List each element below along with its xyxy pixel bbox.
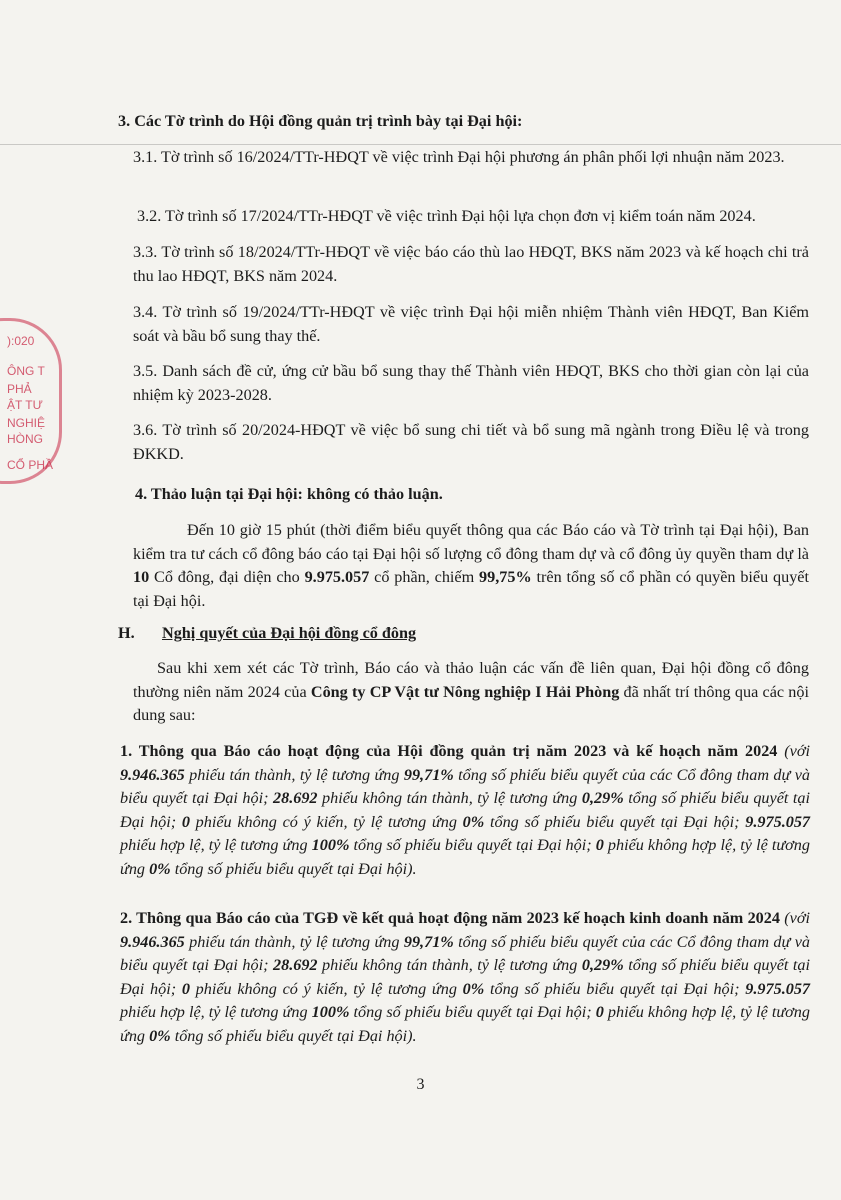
vote-text: phiếu không hợp lệ, tỷ lệ tương ứng — [120, 1003, 810, 1045]
vote-value: 0 — [181, 812, 190, 831]
vote-text: phiếu tán thành, tỷ lệ tương ứng — [184, 932, 404, 951]
share-count: 9.975.057 — [304, 568, 370, 586]
section-3-item-1: 3.1. Tờ trình số 16/2024/TTr-HĐQT về việc trình Đại hội phương án phân phối lợi nhuận năm 2023. — [133, 148, 785, 166]
company-name: Công ty CP Vật tư Nông nghiệp I Hải Phòng — [310, 682, 620, 701]
vote-value: 0 — [595, 1003, 604, 1021]
vote-text: tổng số phiếu biểu quyết của các Cổ đông tham dự và biểu quyết tại Đại hội; — [120, 932, 810, 974]
attendee-count: 10 — [133, 568, 150, 586]
vote-text: tổng số phiếu biểu quyết của các Cổ đông tham dự và biểu quyết tại Đại hội; — [120, 765, 810, 807]
attendance-paragraph — [133, 519, 809, 613]
vote-text: phiếu không có ý kiến, tỷ lệ tương ứng — [189, 812, 463, 831]
resolution-intro — [133, 657, 809, 728]
vote-value: 0% — [462, 979, 485, 998]
vote-value: 0% — [149, 1026, 171, 1045]
vote-text: tổng số phiếu biểu quyết tại Đại hội). — [170, 859, 417, 878]
vote-text: phiếu không hợp lệ, tỷ lệ tương ứng — [120, 836, 810, 878]
stamp-line: HÒNG — [7, 432, 43, 446]
vote-text: phiếu tán thành, tỷ lệ tương ứng — [184, 765, 404, 784]
vote-value: 0 — [595, 836, 604, 854]
vote-text: tổng số phiếu biểu quyết tại Đại hội; — [484, 979, 746, 998]
share-percent: 99,75% — [479, 568, 532, 586]
attendance-text: cổ phần, chiếm — [369, 568, 480, 586]
vote-text: tổng số phiếu biểu quyết tại Đại hội; — [120, 789, 810, 831]
vote-text: tổng số phiếu biểu quyết tại Đại hội; — [484, 812, 746, 831]
vote-value: 0% — [149, 859, 171, 878]
vote-text: tổng số phiếu biểu quyết tại Đại hội; — [349, 1003, 596, 1021]
vote-value: 0 — [181, 979, 190, 998]
vote-text: (với — [777, 742, 810, 760]
vote-text: tổng số phiếu biểu quyết tại Đại hội; — [120, 956, 810, 998]
company-seal-stamp — [0, 318, 62, 484]
vote-value: 9.946.365 — [120, 932, 185, 951]
stamp-line: PHẢ — [7, 382, 32, 396]
section-3-item-5: 3.5. Danh sách đề cử, ứng cử bầu bổ sung thay thế Thành viên HĐQT, BKS cho thời gian còn lại của nhiệm kỳ 2023-2028. — [133, 362, 809, 404]
resolution-2-title: 2. Thông qua Báo cáo của TGĐ về kết quả hoạt động năm 2023 kế hoạch kinh doanh năm 2024 — [120, 909, 780, 927]
intro-text: Sau khi xem xét các Tờ trình, Báo cáo và thảo luận các vấn đề liên quan, Đại hội đồng cổ đông thường niên năm 2024 của — [133, 659, 809, 701]
fold-line — [0, 144, 841, 145]
resolution-1 — [120, 740, 810, 881]
section-h-title: Nghị quyết của Đại hội đồng cổ đông — [162, 624, 417, 642]
vote-value: 99,71% — [403, 765, 454, 784]
vote-text: tổng số phiếu biểu quyết tại Đại hội; — [349, 836, 596, 854]
vote-value: 9.946.365 — [120, 765, 185, 784]
stamp-line: ẬT TƯ — [7, 398, 43, 412]
vote-value: 99,71% — [403, 932, 454, 951]
vote-text: phiếu hợp lệ, tỷ lệ tương ứng — [120, 1003, 312, 1021]
vote-value: 0% — [462, 812, 485, 831]
vote-value: 9.975.057 — [745, 979, 811, 998]
intro-text: đã nhất trí thông qua các nội dung sau: — [133, 682, 809, 724]
section-h-letter: H. — [118, 624, 135, 642]
section-3-item-3: 3.3. Tờ trình số 18/2024/TTr-HĐQT về việc báo cáo thù lao HĐQT, BKS năm 2023 và kế hoạch chi trả thu lao HĐQT, BKS năm 2024. — [133, 243, 809, 285]
vote-text: (với — [779, 909, 810, 927]
vote-value: 28.692 — [273, 956, 318, 974]
attendance-text: Đến 10 giờ 15 phút (thời điểm biểu quyết thông qua các Báo cáo và Tờ trình tại Đại hội), Ban kiểm tra tư cách cổ đông báo cáo tại Đại hội số lượng cổ đông tham dự và cổ đông ủy quyền tham dự là — [133, 521, 809, 563]
attendance-text: Cổ đông, đại diện cho — [149, 568, 305, 586]
vote-text: phiếu không có ý kiến, tỷ lệ tương ứng — [189, 979, 463, 998]
page-number: 3 — [416, 1076, 425, 1093]
section-3-title: 3. Các Tờ trình do Hội đồng quản trị trình bày tại Đại hội: — [118, 112, 523, 130]
section-3-item-4: 3.4. Tờ trình số 19/2024/TTr-HĐQT về việc trình Đại hội miễn nhiệm Thành viên HĐQT, Ban Kiểm soát và bầu bổ sung thay thế. — [133, 303, 809, 345]
vote-value: 100% — [311, 836, 350, 854]
vote-value: 0,29% — [581, 789, 624, 807]
stamp-line: CỔ PHẦ — [7, 458, 54, 472]
vote-text: phiếu không tán thành, tỷ lệ tương ứng — [317, 789, 582, 807]
stamp-line: NGHIỆ — [7, 416, 46, 430]
vote-value: 0,29% — [581, 956, 624, 974]
section-3-item-6: 3.6. Tờ trình số 20/2024-HĐQT về việc bổ sung chi tiết và bổ sung mã ngành trong Điều lệ và trong ĐKKD. — [133, 421, 809, 463]
vote-text: phiếu hợp lệ, tỷ lệ tương ứng — [120, 836, 312, 854]
resolution-2 — [120, 907, 810, 1048]
stamp-line: ÔNG T — [7, 364, 45, 378]
attendance-text: trên tổng số cổ phần có quyền biểu quyết tại Đại hội. — [133, 568, 809, 610]
vote-text: tổng số phiếu biểu quyết tại Đại hội). — [170, 1026, 417, 1045]
stamp-line: ):020 — [7, 334, 35, 348]
vote-value: 9.975.057 — [745, 812, 811, 831]
vote-value: 28.692 — [273, 789, 318, 807]
resolution-1-title: 1. Thông qua Báo cáo hoạt động của Hội đồng quản trị năm 2023 và kế hoạch năm 2024 — [120, 742, 778, 760]
vote-text: phiếu không tán thành, tỷ lệ tương ứng — [317, 956, 582, 974]
vote-value: 100% — [311, 1003, 350, 1021]
section-4-title: 4. Thảo luận tại Đại hội: không có thảo luận. — [135, 485, 443, 503]
section-3-item-2: 3.2. Tờ trình số 17/2024/TTr-HĐQT về việc trình Đại hội lựa chọn đơn vị kiểm toán năm 2024. — [137, 207, 756, 225]
